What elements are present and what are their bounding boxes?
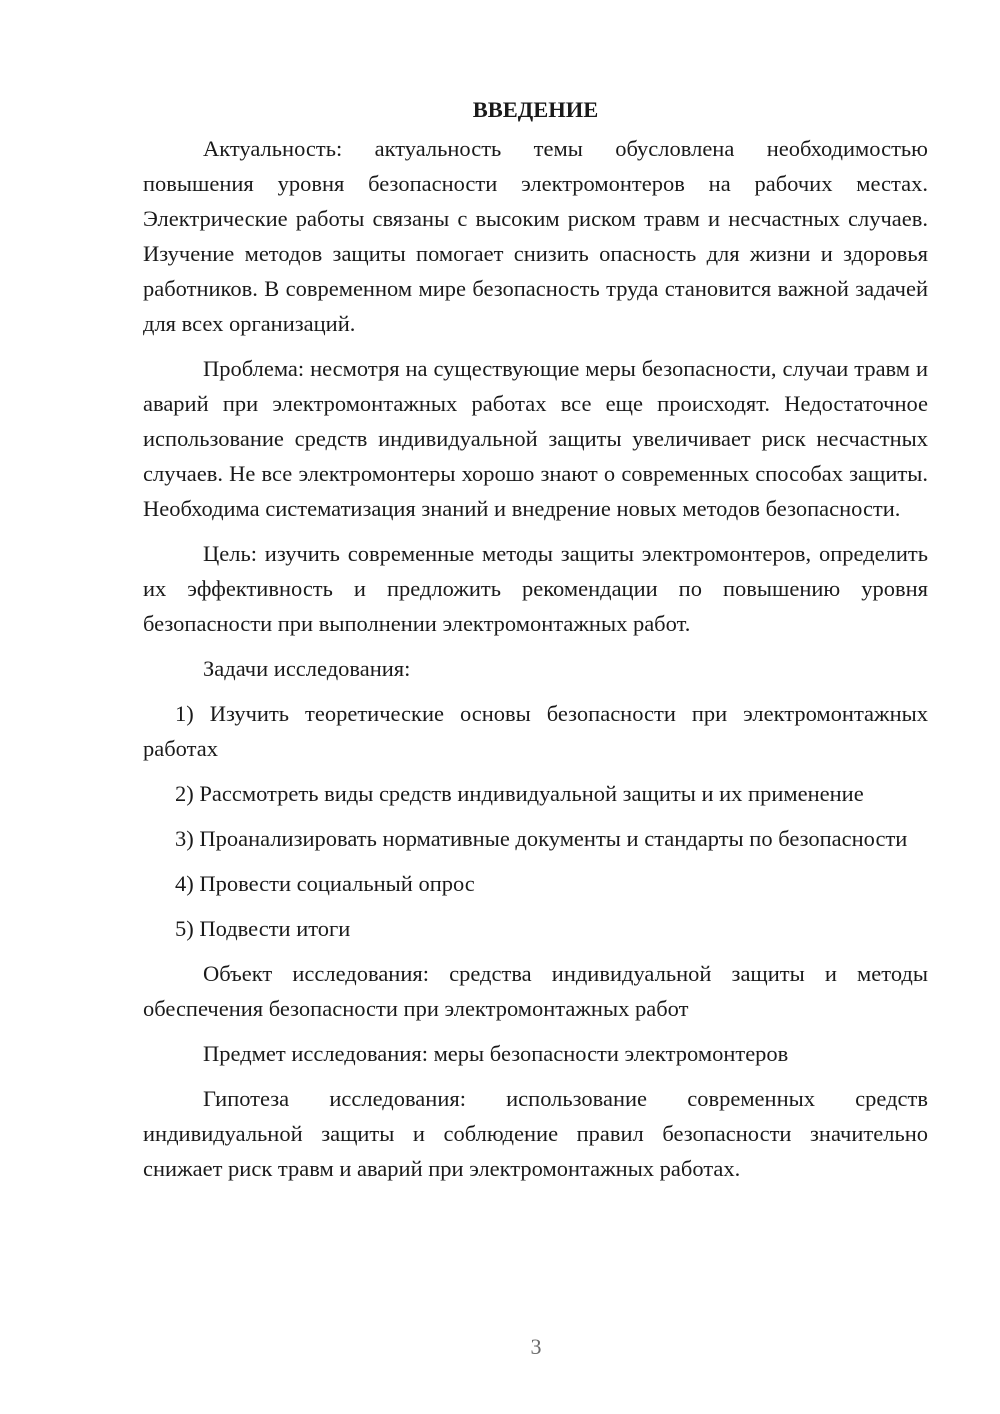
page-number: 3	[530, 1334, 542, 1359]
task-item: 5) Подвести итоги	[175, 916, 351, 941]
task-item: 1) Изучить теоретические основы безопасности при электромонтажных работах	[143, 701, 928, 761]
task-item: 2) Рассмотреть виды средств индивидуальной защиты и их применение	[175, 781, 864, 806]
object-paragraph: Объект исследования: средства индивидуальной защиты и методы обеспечения безопасности при электромонтажных работ	[143, 961, 928, 1021]
problem-paragraph: Проблема: несмотря на существующие меры безопасности, случаи травм и аварий при электромонтажных работах все еще происходят. Недостаточное использование средств индивидуальной защиты увеличивает риск несчастных случаев. Не все электромонтеры хорошо знают о современных способах защиты. Необходима систематизация знаний и внедрение новых методов безопасности.	[143, 356, 928, 521]
task-item: 4) Провести социальный опрос	[175, 871, 475, 896]
tasks-heading: Задачи исследования:	[203, 656, 411, 681]
section-title: ВВЕДЕНИЕ	[472, 97, 599, 122]
page-content	[143, 92, 928, 1196]
subject-paragraph: Предмет исследования: меры безопасности электромонтеров	[203, 1041, 789, 1066]
task-item: 3) Проанализировать нормативные документы и стандарты по безопасности	[175, 826, 908, 851]
goal-paragraph: Цель: изучить современные методы защиты электромонтеров, определить их эффективность и предложить рекомендации по повышению уровня безопасности при выполнении электромонтажных работ.	[143, 541, 928, 636]
hypothesis-paragraph: Гипотеза исследования: использование современных средств индивидуальной защиты и соблюдение правил безопасности значительно снижает риск травм и аварий при электромонтажных работах.	[143, 1086, 928, 1181]
relevance-paragraph: Актуальность: актуальность темы обусловлена необходимостью повышения уровня безопасности электромонтеров на рабочих местах. Электрические работы связаны с высоким риском травм и несчастных случаев. Изучение методов защиты помогает снизить опасность для жизни и здоровья работников. В современном мире безопасность труда становится важной задачей для всех организаций.	[143, 136, 928, 336]
